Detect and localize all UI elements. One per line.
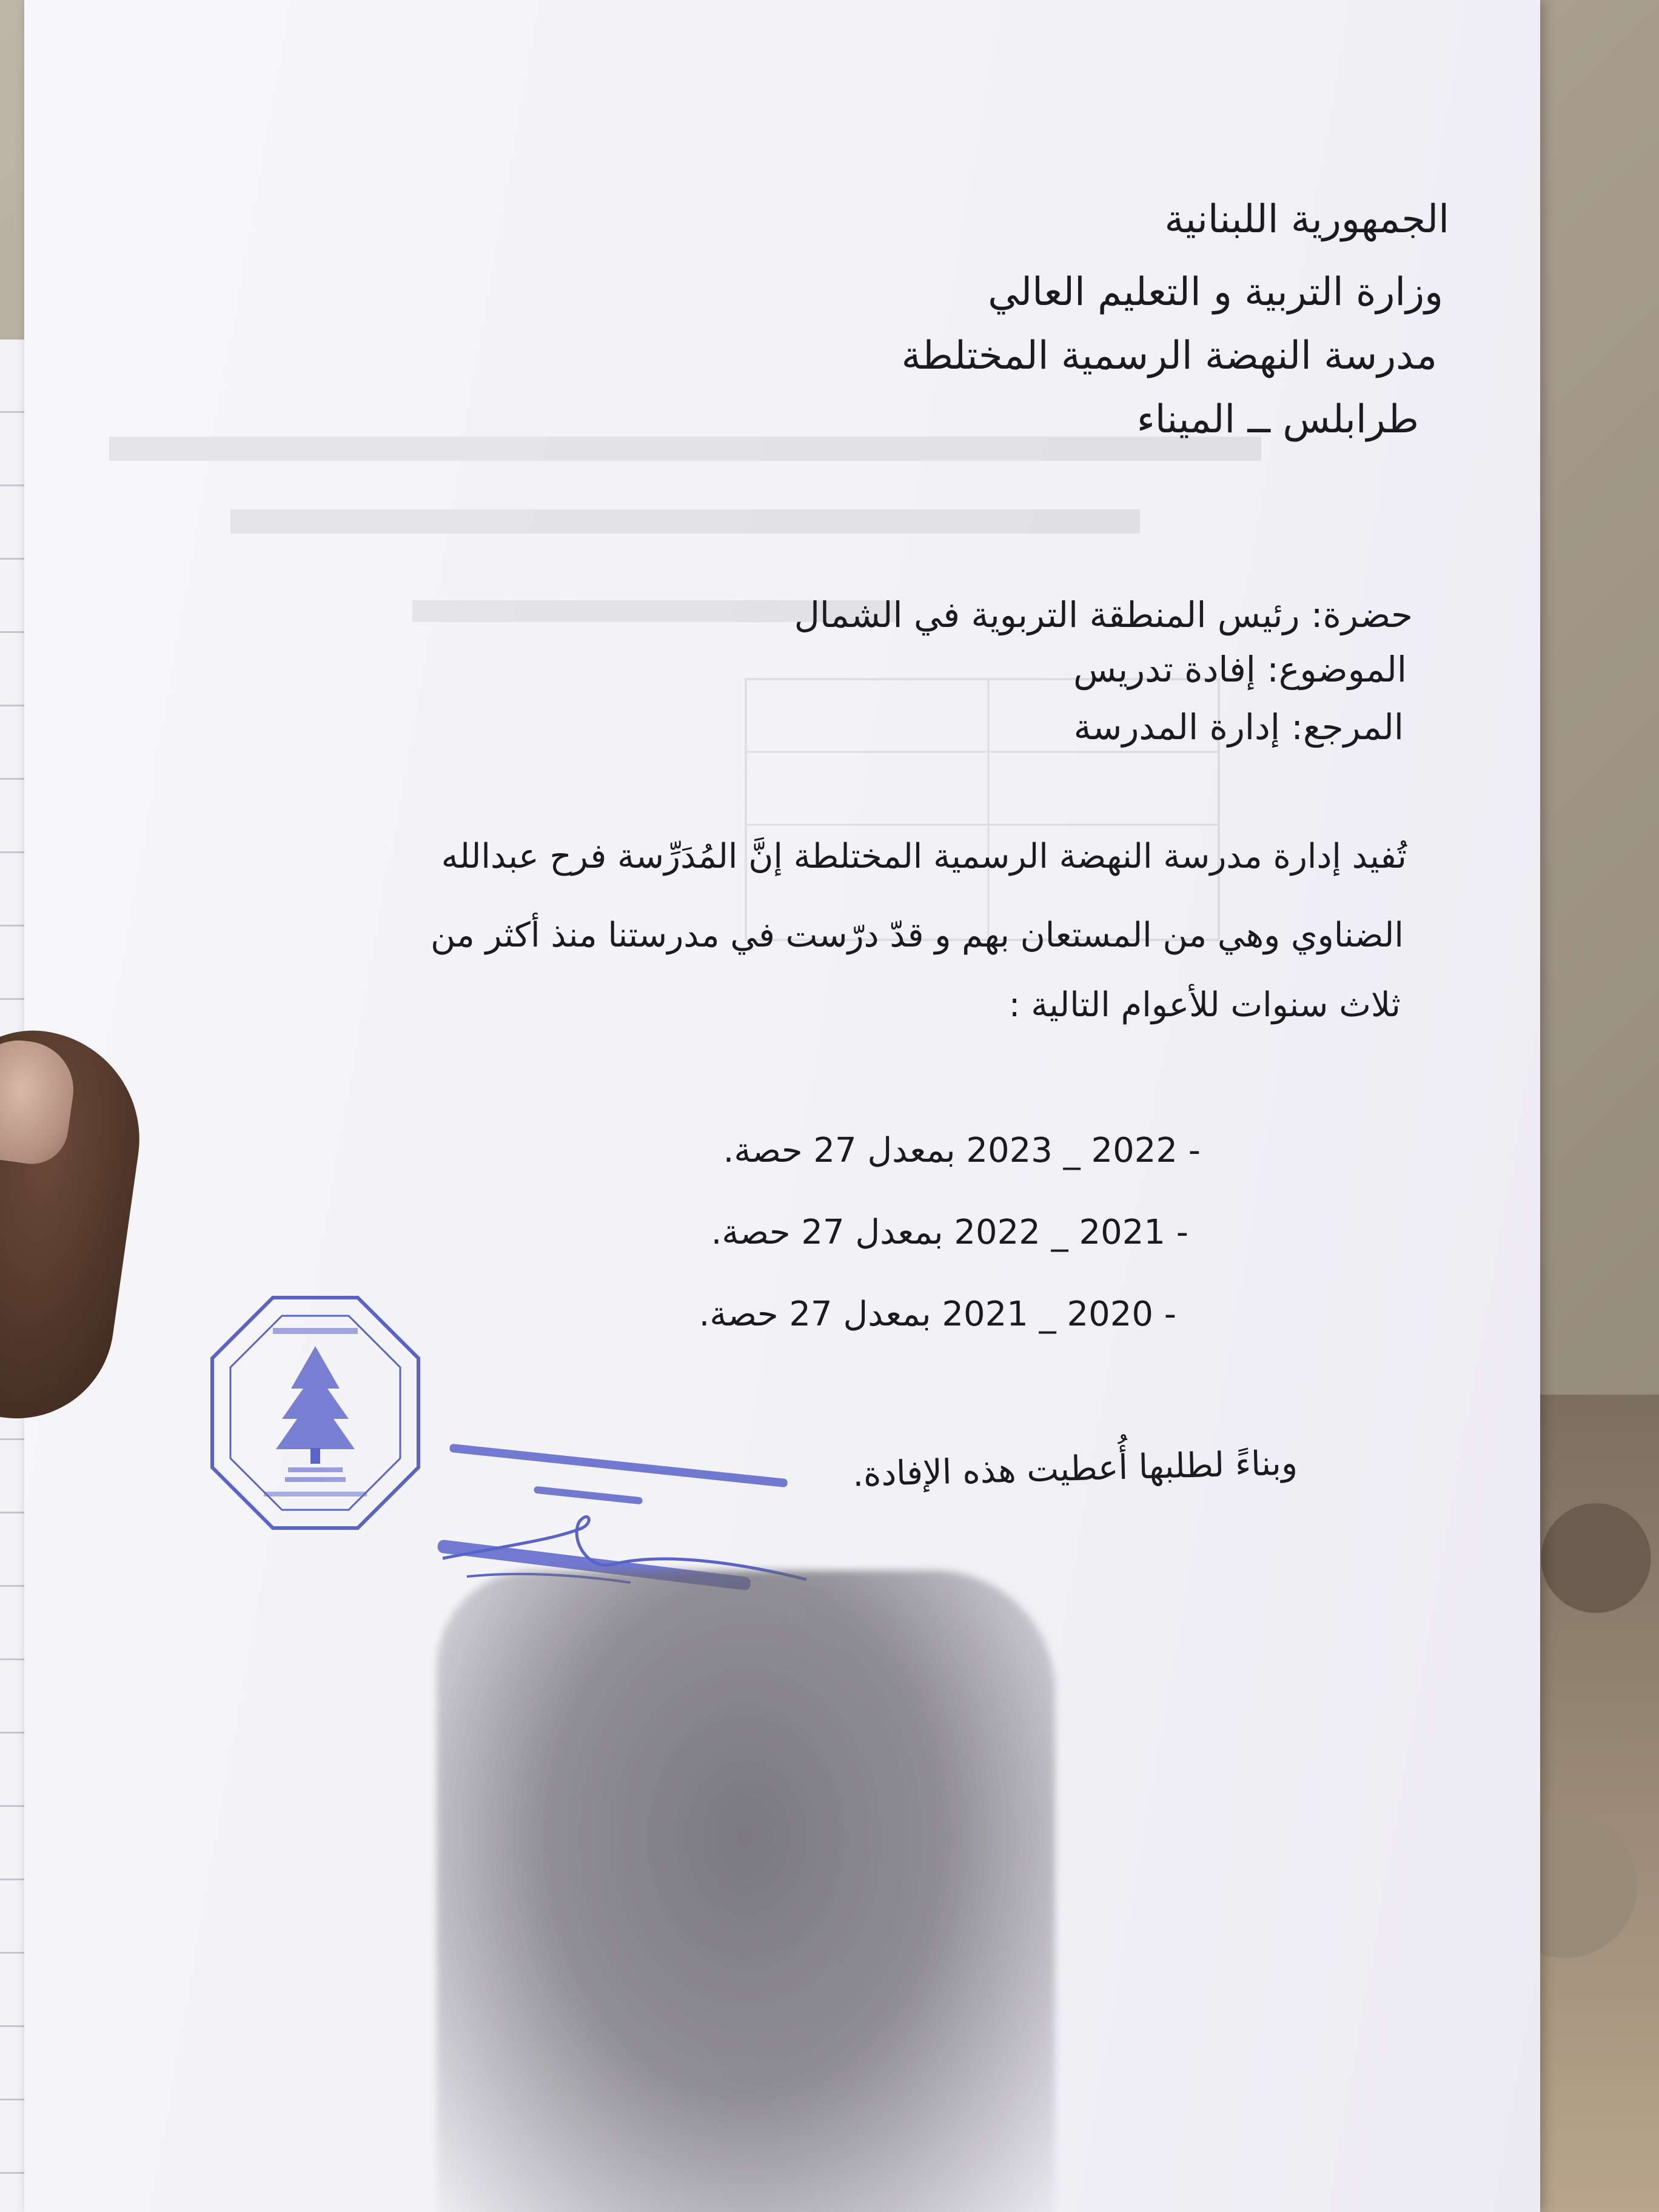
reference-line: المرجع: إدارة المدرسة — [1073, 706, 1404, 748]
subject-line: الموضوع: إفادة تدريس — [1073, 649, 1407, 690]
camera-shadow — [437, 1570, 1055, 2212]
letterhead-school: مدرسة النهضة الرسمية المختلطة — [901, 333, 1437, 378]
letterhead-city: طرابلس ــ الميناء — [1136, 397, 1419, 442]
year-item: - 2021 _ 2022 بمعدل 27 حصة. — [711, 1213, 1188, 1252]
body-line-1: تُفيد إدارة مدرسة النهضة الرسمية المختلطة إنَّ المُدَرِّسة فرح عبدالله — [441, 837, 1407, 876]
letterhead-ministry: وزارة التربية و التعليم العالي — [988, 270, 1443, 315]
thumb-nail — [0, 1034, 79, 1169]
recipient-line: حضرة: رئيس المنطقة التربوية في الشمال — [794, 594, 1413, 635]
year-item: - 2022 _ 2023 بمعدل 27 حصة. — [723, 1131, 1201, 1170]
letterhead-country: الجمهورية اللبنانية — [1164, 197, 1449, 242]
year-item: - 2020 _ 2021 بمعدل 27 حصة. — [699, 1295, 1176, 1334]
body-line-2: الضناوي وهي من المستعان بهم و قدّ درّست في مدرستنا منذ أكثر من — [431, 916, 1404, 955]
school-stamp — [206, 1292, 424, 1534]
closing-line: وبناءً لطلبها أُعطيت هذه الإفادة. — [852, 1443, 1298, 1495]
body-line-3: ثلاث سنوات للأعوام التالية : — [1008, 985, 1401, 1025]
